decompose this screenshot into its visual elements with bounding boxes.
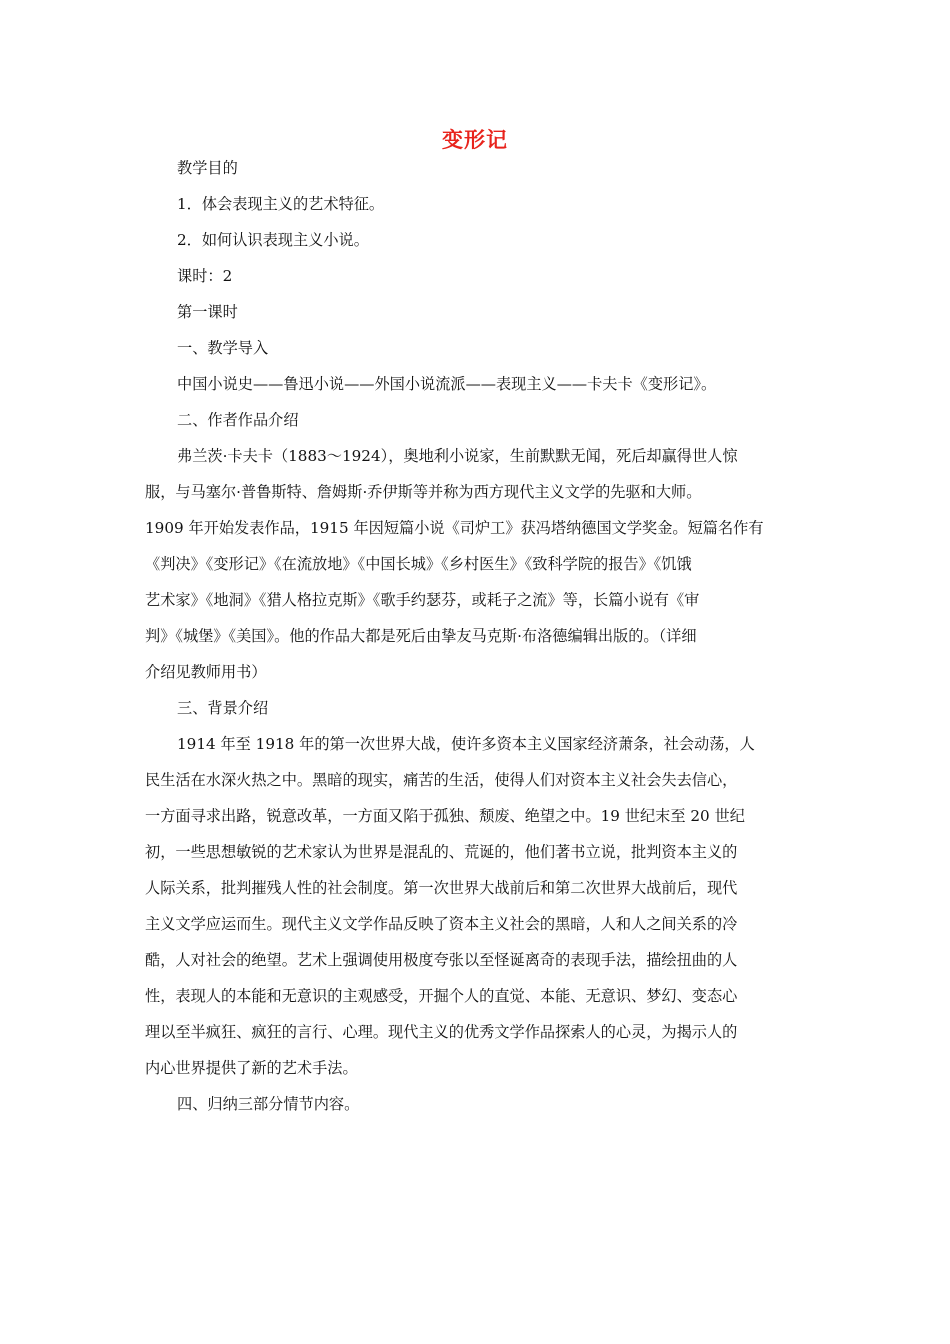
text-line: 二、作者作品介绍 xyxy=(177,411,299,429)
document-body xyxy=(145,150,815,1122)
text-line: 民生活在水深火热之中。黑暗的现实，痛苦的生活，使得人们对资本主义社会失去信心， xyxy=(145,771,738,789)
text-line: 四、归纳三部分情节内容。 xyxy=(177,1095,360,1113)
text-line: 介绍见教师用书） xyxy=(145,663,267,681)
text-line: 判》《城堡》《美国》。他的作品大都是死后由挚友马克斯·布洛德编辑出版的。（详细 xyxy=(145,627,697,645)
text-line: 艺术家》《地洞》《猎人格拉克斯》《歌手约瑟芬，或耗子之流》等，长篇小说有《审 xyxy=(145,591,700,609)
text-line: 1909 年开始发表作品，1915 年因短篇小说《司炉工》获冯塔纳德国文学奖金。短篇名作有 xyxy=(145,519,764,537)
text-line: 1914 年至 1918 年的第一次世界大战，使许多资本主义国家经济萧条，社会动荡，人 xyxy=(177,735,755,753)
text-line: 服，与马塞尔·普鲁斯特、詹姆斯·乔伊斯等并称为西方现代主义文学的先驱和大师。 xyxy=(145,483,702,501)
text-line: 教学目的 xyxy=(177,159,238,177)
text-line: 《判决》《变形记》《在流放地》《中国长城》《乡村医生》《致科学院的报告》《饥饿 xyxy=(145,555,692,573)
text-line: 人际关系，批判摧残人性的社会制度。第一次世界大战前后和第二次世界大战前后，现代 xyxy=(145,879,738,897)
text-line: 内心世界提供了新的艺术手法。 xyxy=(145,1059,358,1077)
text-line: 酷，人对社会的绝望。艺术上强调使用极度夸张以至怪诞离奇的表现手法，描绘扭曲的人 xyxy=(145,951,738,969)
text-line: 一方面寻求出路，锐意改革，一方面又陷于孤独、颓废、绝望之中。19 世纪末至 20 世纪 xyxy=(145,807,745,825)
text-line: 初，一些思想敏锐的艺术家认为世界是混乱的、荒诞的，他们著书立说，批判资本主义的 xyxy=(145,843,738,861)
text-line: 三、背景介绍 xyxy=(177,699,269,717)
text-line: 1．体会表现主义的艺术特征。 xyxy=(177,195,385,213)
text-line: 弗兰茨·卡夫卡（1883～1924），奥地利小说家，生前默默无闻，死后却赢得世人惊 xyxy=(177,447,738,465)
text-line: 一、教学导入 xyxy=(177,339,269,357)
text-line: 中国小说史——鲁迅小说——外国小说流派——表现主义——卡夫卡《变形记》。 xyxy=(177,375,717,393)
text-line: 主义文学应运而生。现代主义文学作品反映了资本主义社会的黑暗，人和人之间关系的冷 xyxy=(145,915,738,933)
text-line: 课时：2 xyxy=(177,267,233,285)
text-line: 2．如何认识表现主义小说。 xyxy=(177,231,369,249)
text-line: 理以至半疯狂、疯狂的言行、心理。现代主义的优秀文学作品探索人的心灵，为揭示人的 xyxy=(145,1023,738,1041)
text-line: 性，表现人的本能和无意识的主观感受，开掘个人的直觉、本能、无意识、梦幻、变态心 xyxy=(145,987,738,1005)
document-title: 变形记 xyxy=(442,128,508,152)
text-line: 第一课时 xyxy=(177,303,238,321)
